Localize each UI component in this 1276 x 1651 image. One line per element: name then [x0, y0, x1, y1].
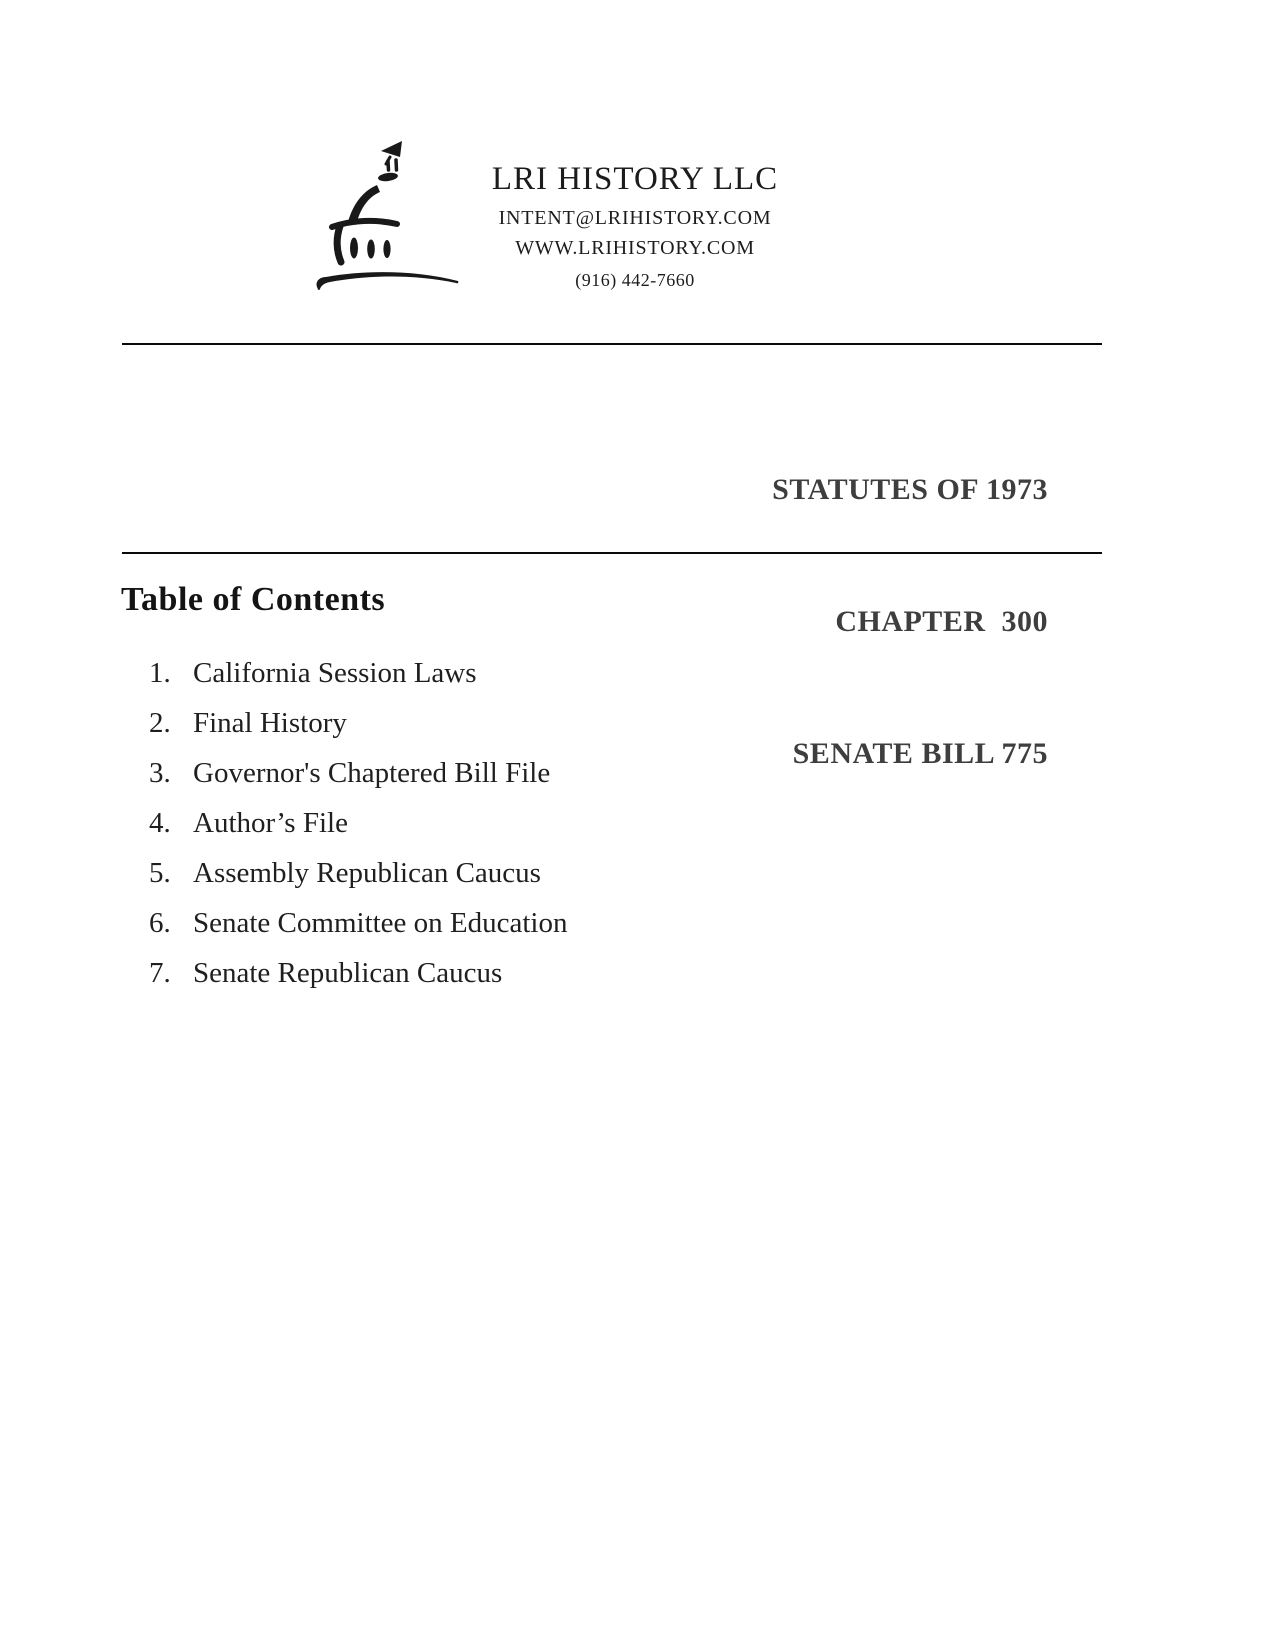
toc-item [149, 848, 568, 898]
toc-item-number: 6. [149, 906, 171, 939]
toc-list [149, 648, 568, 998]
senate-bill-line: SENATE BILL 775 [792, 737, 1048, 770]
toc-item-label: Senate Republican Caucus [193, 956, 503, 989]
website-url: WWW.LRIHISTORY.COM [515, 237, 755, 259]
statutes-line: STATUTES OF 1973 [772, 473, 1048, 506]
toc-item [149, 898, 568, 948]
toc-item-label: Author’s File [193, 806, 348, 839]
email-address: INTENT@LRIHISTORY.COM [498, 207, 772, 229]
toc-item [149, 798, 568, 848]
toc-item-number: 4. [149, 806, 171, 839]
toc-item-number: 2. [149, 706, 171, 739]
toc-item-label: Senate Committee on Education [193, 906, 568, 939]
toc-item-number: 1. [149, 656, 171, 689]
toc-item [149, 648, 568, 698]
toc-item-label: Assembly Republican Caucus [193, 856, 541, 889]
toc-item [149, 948, 568, 998]
divider-top [122, 343, 1102, 345]
divider-bottom [122, 552, 1102, 554]
phone-number: (916) 442-7660 [575, 270, 695, 290]
toc-item-label: Final History [193, 706, 347, 739]
toc-item [149, 748, 568, 798]
toc-item-number: 3. [149, 756, 171, 789]
letterhead [425, 160, 845, 295]
chapter-line: CHAPTER 300 [835, 605, 1048, 638]
toc-title: Table of Contents [121, 581, 386, 618]
toc-item-label: Governor's Chaptered Bill File [193, 756, 551, 789]
toc-item [149, 698, 568, 748]
document-heading [772, 380, 1048, 864]
toc-item-label: California Session Laws [193, 656, 477, 689]
toc-item-number: 5. [149, 856, 171, 889]
company-name: LRI HISTORY LLC [491, 161, 779, 197]
toc-item-number: 7. [149, 956, 171, 989]
